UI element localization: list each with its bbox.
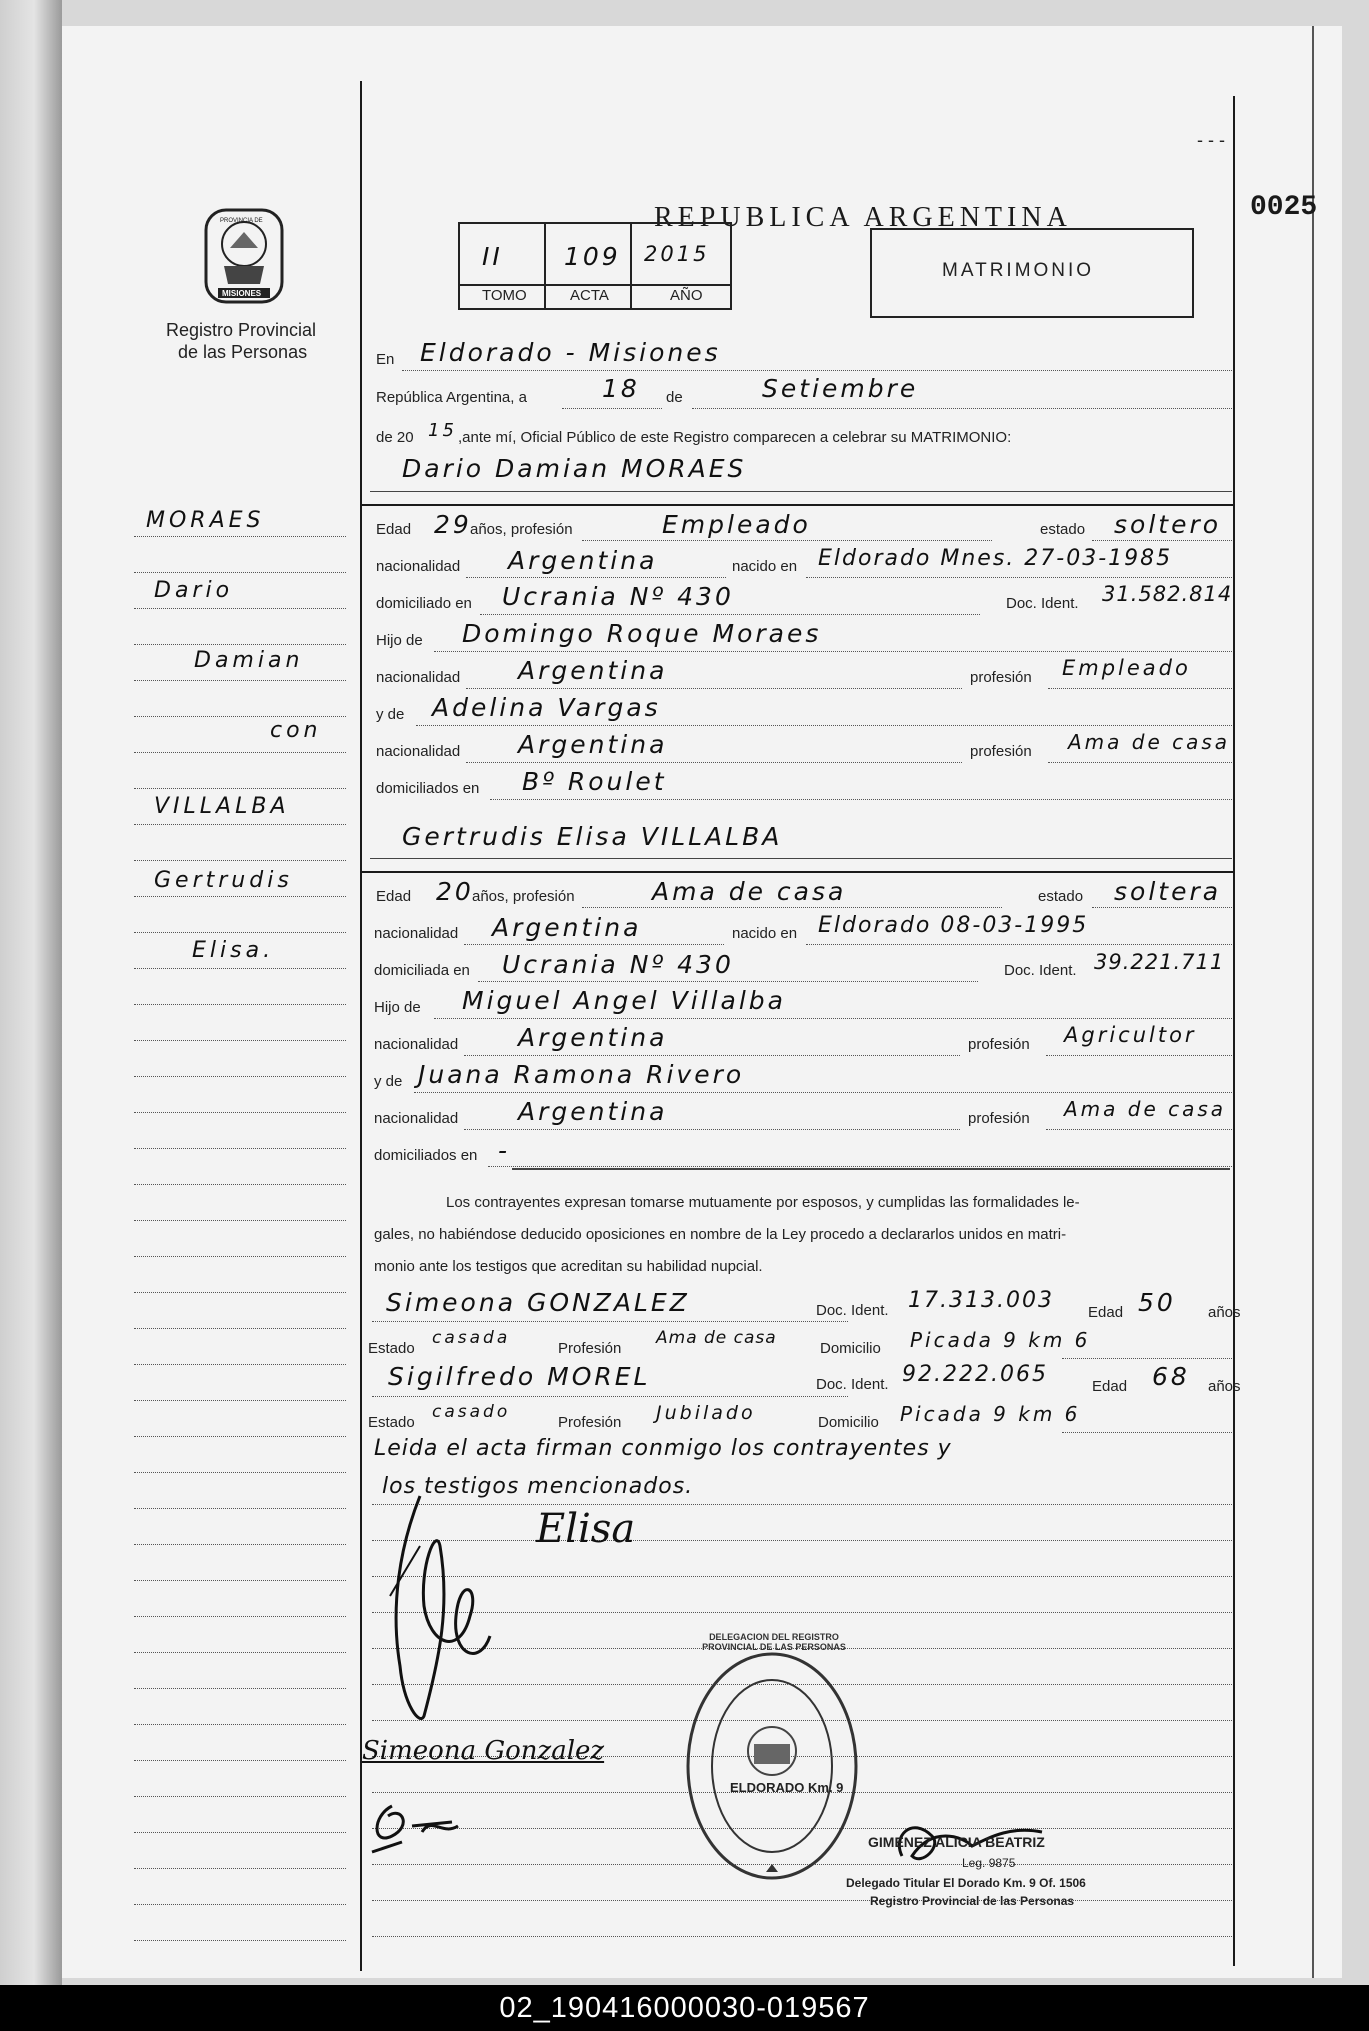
record-page — [62, 26, 1342, 1978]
witness2-estado: casado — [432, 1402, 511, 1422]
margin-ruled-line — [134, 1004, 346, 1005]
document-type-box — [870, 228, 1194, 318]
country-title: REPUBLICA ARGENTINA — [654, 202, 1072, 233]
signature-ruled-line — [372, 1576, 1232, 1577]
bride-edad: 20 — [436, 877, 474, 906]
place-value: Eldorado - Misiones — [420, 338, 721, 367]
bride-madre-profesion: Ama de casa — [1064, 1097, 1227, 1121]
tomo-acta-box — [458, 222, 732, 310]
groom-edad: 29 — [434, 510, 472, 539]
closing-line-1: Leida el acta firman conmigo los contrayentes y — [374, 1436, 952, 1461]
margin-ruled-line — [134, 1616, 346, 1617]
margin-note: Damian — [194, 648, 304, 673]
margin-ruled-line — [134, 608, 346, 609]
groom-doc: 31.582.814 — [1102, 582, 1233, 606]
acta-value: 109 — [564, 242, 621, 271]
day-value: 18 — [602, 374, 640, 403]
witness1-domicilio: Picada 9 km 6 — [910, 1328, 1091, 1352]
groom-madre-profesion-label: profesión — [970, 743, 1032, 760]
signature-ruled-line — [372, 1504, 1232, 1505]
republica-label: República Argentina, a — [376, 389, 527, 406]
witness2-domicilio-label: Domicilio — [818, 1414, 879, 1431]
margin-ruled-line — [134, 1652, 346, 1653]
seal-top-text: PROVINCIA DE — [220, 218, 263, 224]
bride-padre-nac-label: nacionalidad — [374, 1036, 459, 1053]
margin-ruled-line — [134, 680, 346, 681]
margin-ruled-line — [134, 1400, 346, 1401]
signature-ruled-line — [372, 1540, 1232, 1541]
bride-nacido-label: nacido en — [732, 925, 798, 942]
anio-label: AÑO — [670, 287, 703, 304]
bride-edad-label: Edad — [376, 888, 412, 905]
witness1-estado: casada — [432, 1328, 511, 1348]
margin-ruled-line — [134, 1688, 346, 1689]
margin-ruled-line — [134, 1256, 346, 1257]
margin-ruled-line — [134, 1796, 346, 1797]
groom-padre-profesion-label: profesión — [970, 669, 1032, 686]
bride-nacionalidad-label: nacionalidad — [374, 925, 459, 942]
margin-ruled-line — [134, 896, 346, 897]
intro-sentence: ,ante mí, Oficial Público de este Registro comparecen a celebrar su MATRIMONIO: — [458, 429, 1012, 446]
margin-ruled-line — [134, 1040, 346, 1041]
witness2-edad-label: Edad — [1092, 1378, 1128, 1395]
margin-ruled-line — [134, 752, 346, 753]
seal-bottom-text: MISIONES — [222, 289, 262, 298]
official-registry: Registro Provincial de las Personas — [870, 1894, 1075, 1908]
margin-ruled-line — [134, 1544, 346, 1545]
bride-signature: Elisa — [536, 1506, 636, 1552]
bride-domicilio-label: domiciliada en — [374, 962, 470, 979]
groom-madre: Adelina Vargas — [432, 693, 661, 722]
witness2-domicilio: Picada 9 km 6 — [900, 1402, 1081, 1426]
province-seal — [202, 206, 286, 306]
groom-padre-nacionalidad: Argentina — [518, 656, 668, 685]
bride-nacido: Eldorado 08-03-1995 — [818, 913, 1089, 938]
ellipsis-mark: - - - — [1197, 130, 1225, 150]
bride-yde-label: y de — [374, 1073, 403, 1090]
margin-ruled-line — [134, 824, 346, 825]
groom-edad-label: Edad — [376, 521, 412, 538]
book-spine — [0, 0, 62, 1985]
groom-profesion-label: años, profesión — [470, 521, 573, 538]
groom-signature — [380, 1486, 500, 1746]
bride-profesion-label: años, profesión — [472, 888, 575, 905]
groom-hijo-label: Hijo de — [376, 632, 423, 649]
witness1-name: Simeona GONZALEZ — [386, 1288, 690, 1317]
witness2-doc: 92.222.065 — [902, 1362, 1048, 1387]
witness2-edad: 68 — [1152, 1362, 1190, 1391]
body-line-2: gales, no habiéndose deducido oposiciones en nombre de la Ley procedo a declararlos unidos en matri- — [374, 1226, 1067, 1243]
registry-stamp — [682, 1646, 862, 1896]
bride-doc-label: Doc. Ident. — [1004, 962, 1077, 979]
margin-ruled-line — [134, 1364, 346, 1365]
witness2-anios-label: años — [1208, 1378, 1241, 1395]
body-line-3: monio ante los testigos que acreditan su habilidad nupcial. — [374, 1258, 763, 1275]
folio-number: 0025 — [1250, 192, 1318, 223]
margin-ruled-line — [134, 644, 346, 645]
groom-nacido: Eldorado Mnes. 27-03-1985 — [818, 546, 1173, 571]
stamp-inner-text: ELDORADO Km. 9 — [730, 1780, 844, 1795]
witness1-anios-label: años — [1208, 1304, 1241, 1321]
bride-profesion: Ama de casa — [652, 877, 847, 906]
margin-ruled-line — [134, 968, 346, 969]
groom-domicilio: Ucrania Nº 430 — [502, 582, 734, 611]
margin-ruled-line — [134, 932, 346, 933]
margin-note: Gertrudis — [154, 868, 293, 893]
groom-estado: soltero — [1114, 510, 1222, 539]
witness2-estado-label: Estado — [368, 1414, 415, 1431]
bride-domicilio: Ucrania Nº 430 — [502, 950, 734, 979]
groom-madre-profesion: Ama de casa — [1068, 730, 1231, 754]
margin-ruled-line — [134, 1472, 346, 1473]
bride-estado: soltera — [1114, 877, 1222, 906]
month-value: Setiembre — [762, 374, 919, 403]
signature-ruled-line — [372, 1612, 1232, 1613]
official-name: GIMENEZ ALICIA BEATRIZ — [868, 1834, 1045, 1850]
margin-ruled-line — [134, 1724, 346, 1725]
margin-ruled-line — [134, 536, 346, 537]
groom-padre: Domingo Roque Moraes — [462, 619, 822, 648]
bride-name: Gertrudis Elisa VILLALBA — [402, 822, 783, 851]
bride-madre-nac-label: nacionalidad — [374, 1110, 459, 1127]
groom-nacionalidad: Argentina — [508, 546, 658, 575]
margin-ruled-line — [134, 1508, 346, 1509]
witness2-profesion: Jubilado — [656, 1402, 756, 1424]
margin-note: MORAES — [146, 508, 265, 533]
anio-value: 2015 — [644, 242, 710, 266]
registry-name-line2: de las Personas — [178, 342, 308, 362]
groom-madre-nacionalidad: Argentina — [518, 730, 668, 759]
bride-nacionalidad: Argentina — [492, 913, 642, 942]
groom-name: Dario Damian MORAES — [402, 454, 747, 483]
page-edge-rule — [1312, 26, 1314, 1978]
scan-id-footer: 02_190416000030-019567 — [0, 1985, 1369, 2031]
groom-domicilio-label: domiciliado en — [376, 595, 472, 612]
margin-ruled-line — [134, 860, 346, 861]
margin-ruled-line — [134, 1436, 346, 1437]
witness1-profesion-label: Profesión — [558, 1340, 622, 1357]
groom-yde-label: y de — [376, 706, 405, 723]
margin-note: VILLALBA — [154, 794, 290, 819]
bride-estado-label: estado — [1038, 888, 1084, 905]
margin-ruled-line — [134, 1832, 346, 1833]
groom-nacido-label: nacido en — [732, 558, 798, 575]
margin-ruled-line — [134, 1220, 346, 1221]
year-prefix: de 20 — [376, 429, 414, 446]
margin-ruled-line — [134, 1328, 346, 1329]
margin-ruled-line — [134, 1760, 346, 1761]
en-label: En — [376, 351, 395, 368]
acta-label: ACTA — [570, 287, 609, 304]
groom-nacionalidad-label: nacionalidad — [376, 558, 461, 575]
witness2-doc-label: Doc. Ident. — [816, 1376, 889, 1393]
margin-ruled-line — [134, 788, 346, 789]
official-role: Delegado Titular El Dorado Km. 9 Of. 1506 — [846, 1876, 1086, 1890]
bride-madre-nacionalidad: Argentina — [518, 1097, 668, 1126]
witness1-edad-label: Edad — [1088, 1304, 1124, 1321]
tomo-value: II — [482, 242, 503, 271]
witness1-edad: 50 — [1138, 1288, 1176, 1317]
margin-ruled-line — [134, 1940, 346, 1941]
witness1-estado-label: Estado — [368, 1340, 415, 1357]
groom-doc-label: Doc. Ident. — [1006, 595, 1079, 612]
margin-note: Elisa. — [192, 938, 275, 963]
official-leg: Leg. 9875 — [962, 1856, 1016, 1870]
de-label: de — [666, 389, 683, 406]
groom-madre-nac-label: nacionalidad — [376, 743, 461, 760]
document-type: MATRIMONIO — [942, 260, 1095, 281]
margin-ruled-line — [134, 1868, 346, 1869]
right-rule — [1233, 96, 1235, 1966]
margin-note: con — [270, 718, 322, 743]
signature-ruled-line — [372, 1900, 1232, 1901]
witness2-profesion-label: Profesión — [558, 1414, 622, 1431]
bride-domiciliados: - — [498, 1136, 511, 1165]
closing-line-2: los testigos mencionados. — [382, 1474, 694, 1499]
bride-hijo-label: Hijo de — [374, 999, 421, 1016]
groom-profesion: Empleado — [662, 510, 811, 539]
witness1-signature: Simeona Gonzalez — [362, 1736, 605, 1766]
bride-madre-profesion-label: profesión — [968, 1110, 1030, 1127]
groom-domiciliados: Bº Roulet — [522, 767, 667, 796]
bride-padre-nacionalidad: Argentina — [518, 1023, 668, 1052]
registry-name-line1: Registro Provincial — [166, 320, 317, 340]
bride-doc: 39.221.711 — [1094, 950, 1225, 974]
groom-estado-label: estado — [1040, 521, 1086, 538]
signature-ruled-line — [372, 1936, 1232, 1937]
groom-padre-profesion: Empleado — [1062, 656, 1191, 680]
bride-domiciliados-label: domiciliados en — [374, 1147, 478, 1164]
witness1-domicilio-label: Domicilio — [820, 1340, 881, 1357]
margin-ruled-line — [134, 1112, 346, 1113]
witness2-signature — [362, 1796, 472, 1856]
witness1-doc: 17.313.003 — [908, 1288, 1054, 1313]
margin-rule — [360, 81, 362, 1971]
witness1-profesion: Ama de casa — [656, 1328, 777, 1348]
margin-note: Dario — [154, 578, 234, 603]
margin-ruled-line — [134, 1580, 346, 1581]
margin-ruled-line — [134, 1292, 346, 1293]
stamp-text: DELEGACION DEL REGISTRO PROVINCIAL DE LAS PERSONAS — [702, 1632, 846, 1652]
bride-madre: Juana Ramona Rivero — [418, 1060, 745, 1089]
margin-ruled-line — [134, 1904, 346, 1905]
witness1-doc-label: Doc. Ident. — [816, 1302, 889, 1319]
bride-padre-profesion: Agricultor — [1064, 1023, 1197, 1047]
year-suffix: 15 — [428, 420, 457, 441]
margin-ruled-line — [134, 572, 346, 573]
bride-padre-profesion-label: profesión — [968, 1036, 1030, 1053]
margin-ruled-line — [134, 1148, 346, 1149]
tomo-label: TOMO — [482, 287, 527, 304]
bride-padre: Miguel Angel Villalba — [462, 986, 786, 1015]
margin-ruled-line — [134, 716, 346, 717]
margin-ruled-line — [134, 1076, 346, 1077]
groom-domiciliados-label: domiciliados en — [376, 780, 480, 797]
groom-padre-nac-label: nacionalidad — [376, 669, 461, 686]
body-line-1: Los contrayentes expresan tomarse mutuamente por esposos, y cumplidas las formalidades le- — [446, 1194, 1080, 1211]
witness2-name: Sigilfredo MOREL — [388, 1362, 651, 1391]
margin-ruled-line — [134, 1184, 346, 1185]
